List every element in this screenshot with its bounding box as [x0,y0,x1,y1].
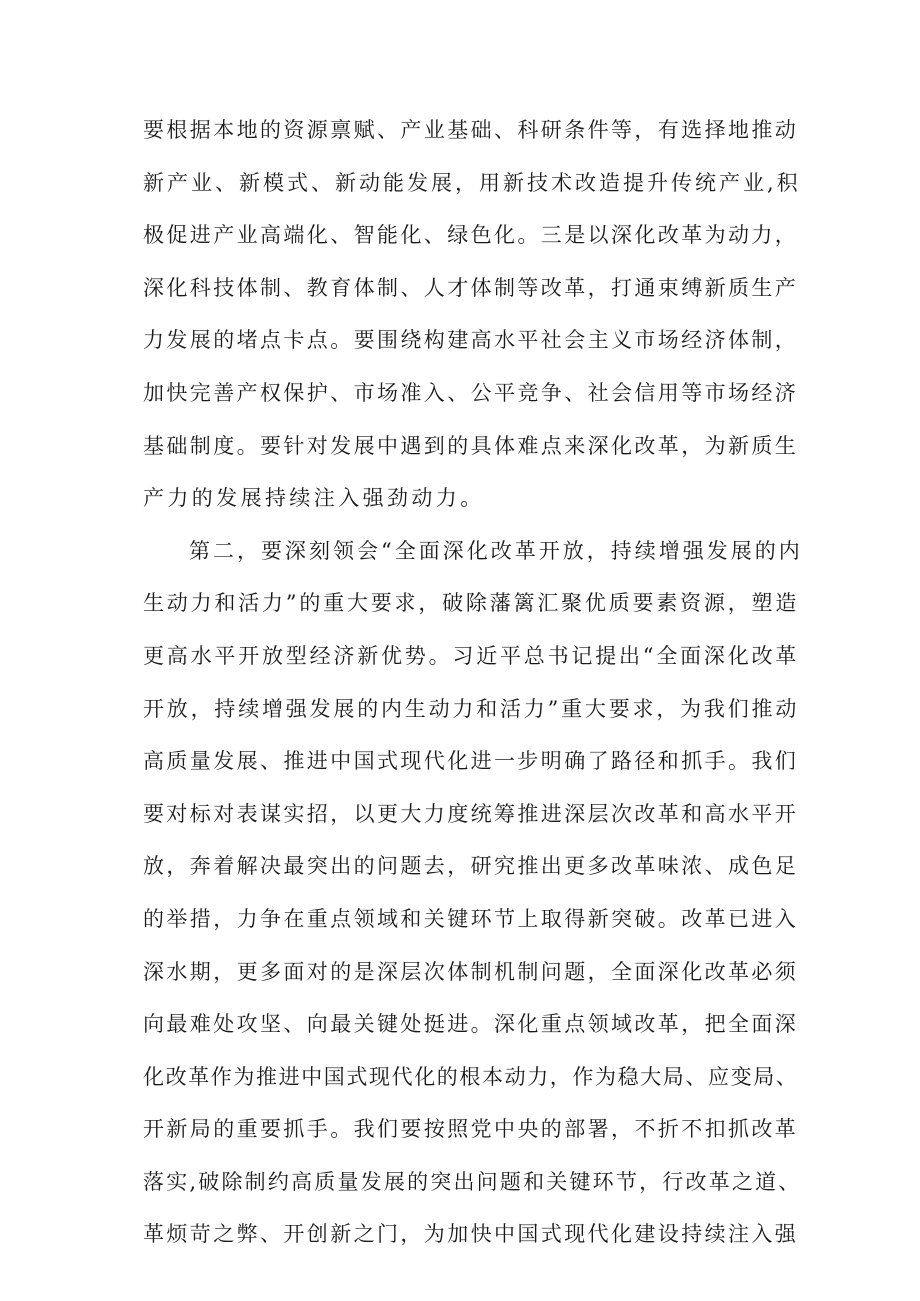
text-line: 产力的发展持续注入强劲动力。 [143,486,485,511]
text-line: 化改革作为推进中国式现代化的根本动力，作为稳大局、应变局、 [143,1064,799,1089]
text-line: 更高水平开放型经济新优势。习近平总书记提出“全面深化改革 [143,643,800,668]
paragraph-first-line: 第二，要深刻领会“全面深化改革开放，持续增强发展的内 [189,538,803,563]
body-text [143,104,803,1261]
text-line: 基础制度。要针对发展中遇到的具体难点来深化改革，为新质生 [143,433,799,458]
text-line: 落实,破除制约高质量发展的突出问题和关键环节，行改革之道、 [143,1169,802,1194]
text-line: 高质量发展、推进中国式现代化进一步明确了路径和抓手。我们 [143,749,799,774]
text-line: 开放，持续增强发展的内生动力和活力”重大要求，为我们推动 [143,696,800,721]
text-line: 力发展的堵点卡点。要围绕构建高水平社会主义市场经济体制， [143,328,799,353]
text-line: 要对标对表谋实招，以更大力度统筹推进深层次改革和高水平开 [143,801,799,826]
text-line: 生动力和活力”的重大要求，破除藩篱汇聚优质要素资源，塑造 [143,591,800,616]
text-line: 革烦苛之弊、开创新之门，为加快中国式现代化建设持续注入强 [143,1222,799,1247]
text-line: 向最难处攻坚、向最关键处挺进。深化重点领域改革，把全面深 [143,1012,799,1037]
text-line: 加快完善产权保护、市场准入、公平竞争、社会信用等市场经济 [143,380,799,405]
text-line: 极促进产业高端化、智能化、绿色化。三是以深化改革为动力， [143,223,799,248]
text-line: 深化科技体制、教育体制、人才体制等改革，打通束缚新质生产 [143,275,799,300]
text-line: 深水期，更多面对的是深层次体制机制问题，全面深化改革必须 [143,959,799,984]
text-line: 放，奔着解决最突出的问题去，研究推出更多改革味浓、成色足 [143,854,799,879]
text-line: 开新局的重要抓手。我们要按照党中央的部署，不折不扣抓改革 [143,1117,799,1142]
text-line: 新产业、新模式、新动能发展，用新技术改造提升传统产业,积 [143,170,801,195]
text-line: 要根据本地的资源禀赋、产业基础、科研条件等，有选择地推动 [143,118,799,142]
text-line: 的举措，力争在重点领域和关键环节上取得新突破。改革已进入 [143,906,799,931]
